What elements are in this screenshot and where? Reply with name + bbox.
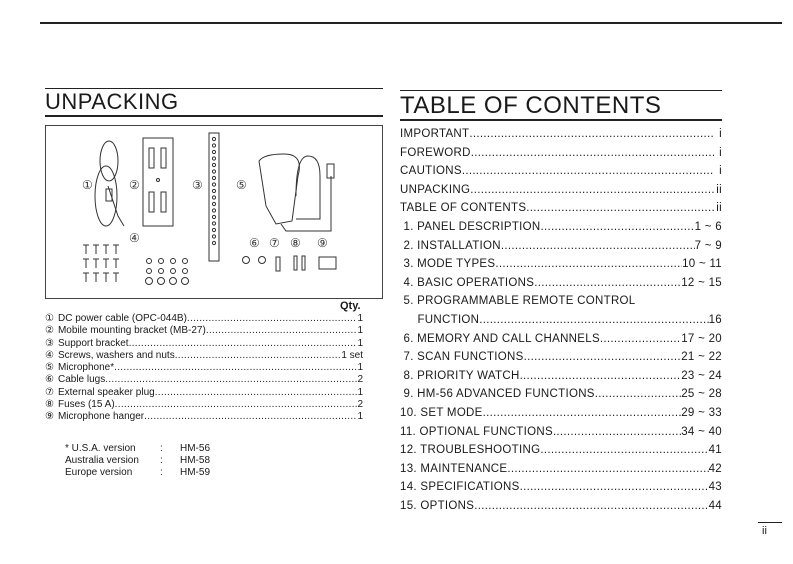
screw	[83, 273, 89, 282]
toc-label: 1. PANEL DESCRIPTION	[400, 220, 541, 233]
washer	[147, 259, 152, 264]
version-row	[65, 455, 210, 467]
callout-8: ⑧	[290, 236, 301, 250]
screw	[113, 273, 119, 282]
item-label: DC power cable (OPC-044B)	[57, 313, 187, 324]
toc-page: 1 ~ 6	[694, 220, 722, 233]
leader-dots	[187, 313, 358, 325]
leader-dots	[474, 497, 708, 516]
version-sep: :	[160, 467, 163, 478]
toc-label: 4. BASIC OPERATIONS	[400, 276, 535, 289]
toc-entry	[400, 478, 722, 497]
support-bracket-drawing	[209, 133, 219, 261]
unpacking-title: UNPACKING	[45, 89, 179, 114]
item-label: Fuses (15 A)	[57, 399, 115, 411]
toc-entry	[400, 311, 722, 330]
washer	[171, 259, 176, 264]
toc-entry	[400, 125, 722, 144]
mounting-bracket-drawing	[143, 138, 173, 226]
toc-page: 12 ~ 15	[681, 276, 722, 289]
toc-entry	[400, 330, 722, 349]
leader-dots	[541, 218, 695, 237]
leader-dots	[540, 441, 708, 460]
toc-label: 15. OPTIONS	[400, 499, 475, 512]
toc-label: TABLE OF CONTENTS	[400, 202, 527, 215]
qty-header: Qty.	[340, 300, 361, 312]
screw	[93, 245, 99, 254]
item-label: Screws, washers and nuts	[57, 349, 175, 361]
washers-drawing	[146, 259, 189, 285]
version-region: * U.S.A. version	[65, 443, 136, 454]
toc-page: i	[719, 128, 722, 140]
toc-label: 12. TROUBLESHOOTING	[400, 444, 541, 457]
leader-dots	[470, 181, 714, 200]
page-number: ii	[762, 525, 767, 537]
toc-label: 2. INSTALLATION	[400, 239, 501, 252]
toc-page	[714, 292, 722, 311]
toc-entry	[400, 181, 722, 200]
hole	[212, 183, 215, 186]
version-sep: :	[160, 443, 163, 454]
toc-entry	[400, 497, 722, 516]
hole	[212, 215, 215, 218]
toc-page: i	[719, 146, 722, 159]
hole	[212, 157, 215, 160]
version-region: Europe version	[65, 467, 133, 478]
item-label: Cable lugs	[57, 374, 106, 386]
item-qty: 1	[357, 325, 363, 337]
leader-dots	[469, 125, 714, 144]
toc-entry	[400, 199, 722, 218]
toc-page: 10 ~ 11	[682, 258, 722, 271]
toc-page: 41	[708, 444, 722, 457]
top-rule	[40, 22, 782, 24]
toc-entry	[400, 441, 722, 460]
item-number: ⑧	[45, 399, 54, 411]
screw	[93, 273, 99, 282]
leader-dots	[501, 237, 695, 256]
dc-power-cable-drawing	[95, 141, 124, 226]
toc-entry	[400, 460, 722, 479]
toc-entry	[400, 237, 722, 256]
item-number: ②	[45, 325, 54, 337]
page-number-rule	[758, 522, 782, 523]
leader-dots	[495, 255, 682, 274]
leader-dots	[462, 162, 714, 181]
toc-page: 25 ~ 28	[681, 388, 722, 401]
item-label: Mobile mounting bracket (MB-27)	[57, 325, 206, 337]
toc-label: FOREWORD	[400, 146, 471, 159]
hole	[212, 202, 215, 205]
list-item	[45, 313, 363, 325]
leader-dots	[483, 404, 682, 423]
leader-dots	[479, 311, 708, 330]
washer	[171, 269, 176, 274]
item-number: ⑥	[45, 374, 54, 386]
washer	[159, 269, 164, 274]
item-number: ⑤	[45, 362, 54, 374]
unpacking-list	[45, 313, 363, 424]
toc-label: 10. SET MODE	[400, 406, 483, 419]
toc-page: 23 ~ 24	[681, 369, 722, 382]
list-item	[45, 338, 363, 350]
toc-label: 7. SCAN FUNCTIONS	[400, 351, 524, 364]
toc-entry	[400, 385, 722, 404]
item-qty: 2	[357, 399, 363, 411]
toc-label: 13. MAINTENANCE	[400, 462, 508, 475]
toc-label: 14. SPECIFICATIONS	[400, 481, 520, 494]
toc-entry	[400, 274, 722, 293]
toc-entry	[400, 162, 722, 181]
hole	[212, 222, 215, 225]
toc-page: 7 ~ 9	[694, 239, 722, 252]
leader-dots	[105, 374, 357, 386]
leader-dots	[600, 330, 681, 349]
toc-label: CAUTIONS	[400, 165, 462, 178]
screw	[93, 259, 99, 268]
toc-label: 8. PRIORITY WATCH	[400, 369, 520, 382]
toc-title: TABLE OF CONTENTS	[400, 92, 662, 119]
list-item	[45, 362, 363, 374]
screw	[103, 245, 109, 254]
washer	[147, 269, 152, 274]
callout-5: ⑤	[236, 178, 247, 192]
toc-entry	[400, 348, 722, 367]
toc-entry	[400, 404, 722, 423]
toc-page: i	[719, 165, 722, 178]
item-number: ③	[45, 337, 54, 349]
hole	[212, 170, 215, 173]
washer	[146, 278, 153, 285]
screw	[83, 245, 89, 254]
leader-dots	[155, 387, 358, 399]
item-label: Microphone*	[57, 362, 115, 374]
toc-label: 9. HM-56 ADVANCED FUNCTIONS	[400, 388, 595, 401]
item-label: External speaker plug	[57, 386, 155, 398]
toc-label: 11. OPTIONAL FUNCTIONS	[400, 425, 553, 438]
toc-page: 42	[708, 462, 722, 475]
hole	[212, 241, 215, 244]
list-item	[45, 374, 363, 386]
toc-page: 21 ~ 22	[681, 351, 722, 364]
toc-entry	[400, 218, 722, 237]
hole	[212, 163, 215, 166]
item-number: ④	[45, 349, 54, 361]
microphone-versions	[65, 443, 210, 479]
callout-6: ⑥	[249, 236, 260, 250]
table-of-contents	[400, 125, 722, 515]
toc-page: 16	[708, 313, 722, 326]
toc-page: 29 ~ 33	[681, 406, 722, 419]
washer	[159, 259, 164, 264]
screw	[113, 245, 119, 254]
washer	[183, 259, 188, 264]
item-qty: 1	[357, 386, 363, 398]
list-item	[45, 411, 363, 423]
item-qty: 1	[357, 362, 363, 374]
hole	[212, 189, 215, 192]
hole	[212, 209, 215, 212]
toc-page: 34 ~ 40	[681, 425, 722, 438]
version-region: Australia version	[65, 455, 139, 466]
item-number: ⑨	[45, 411, 54, 423]
screw	[83, 259, 89, 268]
toc-entry	[400, 144, 722, 163]
lugs-plug-fuses-hanger-drawing	[243, 256, 337, 271]
list-item	[45, 325, 363, 337]
item-number: ⑦	[45, 386, 54, 398]
toc-entry	[400, 255, 722, 274]
hole	[212, 176, 215, 179]
accessories-illustration	[45, 125, 383, 299]
toc-label: IMPORTANT	[400, 128, 470, 140]
hole	[212, 196, 215, 199]
toc-rule-bottom	[400, 119, 722, 121]
toc-label: 6. MEMORY AND CALL CHANNELS	[400, 332, 600, 345]
version-model: HM-58	[180, 455, 211, 466]
toc-entry	[400, 367, 722, 386]
item-qty: 1 set	[341, 349, 363, 361]
callout-3: ③	[192, 178, 203, 192]
item-qty: 2	[357, 374, 363, 386]
screw	[103, 259, 109, 268]
leader-dots	[526, 199, 714, 218]
microphone-drawing	[259, 154, 334, 231]
toc-page: ii	[716, 183, 722, 196]
leader-dots	[206, 325, 358, 337]
leader-dots	[115, 399, 358, 411]
list-item	[45, 399, 363, 411]
version-model: HM-59	[180, 467, 211, 478]
leader-dots	[534, 274, 681, 293]
toc-label: 3. MODE TYPES	[400, 258, 496, 271]
list-item	[45, 350, 363, 362]
leader-dots	[520, 367, 682, 386]
leader-dots	[144, 411, 357, 423]
leader-dots	[507, 460, 708, 479]
toc-page: 43	[708, 481, 722, 494]
toc-entry	[400, 292, 722, 311]
hole	[212, 144, 215, 147]
leader-dots	[553, 423, 681, 442]
toc-page: 44	[708, 499, 722, 512]
hole	[212, 150, 215, 153]
item-number: ①	[45, 313, 54, 324]
list-item	[45, 387, 363, 399]
screw	[103, 273, 109, 282]
screw	[113, 259, 119, 268]
item-qty: 1	[357, 313, 363, 324]
version-row	[65, 467, 210, 479]
toc-label: UNPACKING	[400, 183, 471, 196]
callout-4: ④	[129, 231, 140, 245]
toc-rule-top	[400, 90, 722, 91]
item-label: Microphone hanger	[57, 411, 145, 423]
leader-dots	[595, 385, 681, 404]
hole	[212, 137, 215, 140]
callout-9: ⑨	[317, 236, 328, 250]
toc-page: 17 ~ 20	[681, 332, 722, 345]
washer	[170, 278, 177, 285]
version-model: HM-56	[180, 443, 211, 454]
washer	[158, 278, 165, 285]
leader-dots	[471, 144, 714, 163]
version-row	[65, 443, 210, 455]
hole	[212, 228, 215, 231]
callout-7: ⑦	[269, 236, 280, 250]
washer	[182, 278, 189, 285]
toc-page: ii	[716, 202, 722, 215]
leader-dots	[524, 348, 682, 367]
washer	[183, 269, 188, 274]
leader-dots	[520, 478, 709, 497]
toc-label: 5. PROGRAMMABLE REMOTE CONTROL	[400, 295, 636, 308]
toc-entry	[400, 423, 722, 442]
callout-2: ②	[129, 178, 140, 192]
leader-dots	[175, 350, 342, 362]
item-qty: 1	[357, 337, 363, 349]
accessories-drawing	[46, 126, 382, 298]
leader-dots	[129, 338, 358, 350]
screws-drawing	[83, 245, 119, 282]
hole	[212, 235, 215, 238]
item-qty: 1	[357, 411, 363, 423]
unpacking-rule-bottom	[45, 115, 383, 117]
callout-1: ①	[82, 178, 93, 192]
leader-dots	[114, 362, 357, 374]
toc-label: FUNCTION	[400, 313, 480, 326]
item-label: Support bracket	[57, 337, 129, 349]
version-sep: :	[160, 455, 163, 466]
